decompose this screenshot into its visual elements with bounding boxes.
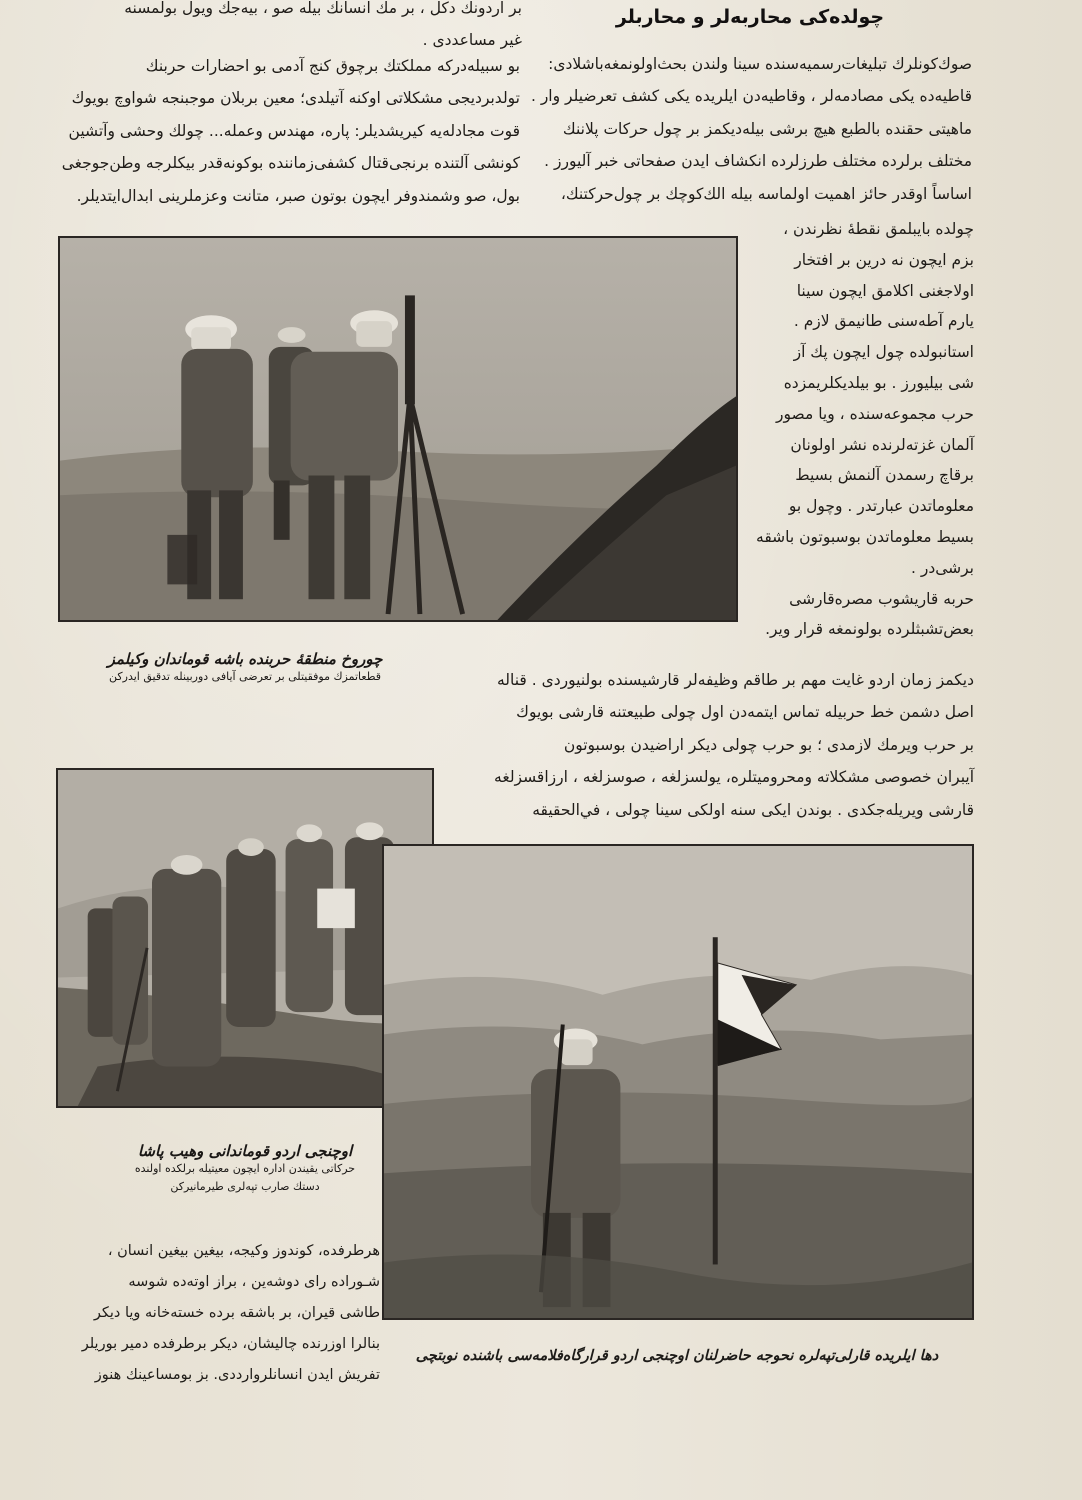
text-line: معلوماتدن عبارتدر . وچول بو xyxy=(788,497,974,516)
top-left-text xyxy=(62,0,522,57)
text-line: غير مساعددی . xyxy=(422,31,522,50)
text-line: برشی‌در . xyxy=(910,558,974,577)
text-line: بر حرب ويرمك لازمدی ؛ بو حرب چولی ديكر اراضيدن بوسبوتون xyxy=(563,735,974,754)
photo3-caption: دها ايلريده قارلی‌تپه‌لره نحوجه حاضرلنان اوچنجی اردو قرارگاه‌فلامه‌سی باشنده نوبتچی xyxy=(415,1348,939,1364)
text-line: ديكمز زمان اردو غايت مهم بر طاقم وظيفه‌لر قارشيسنده بولنيوردی . قناله xyxy=(497,671,974,689)
photo1-caption-title: چوروخ منطقهٔ حربنده باشه قوماندان وكيلمز xyxy=(107,650,383,668)
text-line: بو سبيله‌دركه مملكتك برچوق كنج آدمی بو احضارات حربنك xyxy=(145,57,520,75)
text-line: يارم آطه‌سنی طانيمق لازم . xyxy=(793,312,974,331)
text-line: قاطيه‌ده يكی مصادمه‌لر ، وقاطيه‌دن ايلريده يكی كشف تعرضيلر وار . xyxy=(530,87,972,106)
photo2-caption-title: اوچنجی اردو قوماندانی وهيب پاشا xyxy=(137,1142,353,1160)
text-line: حربه قاريشوب مصره‌قارشی xyxy=(789,589,974,608)
photo1-caption-subtitle: قطعاتمزك موفقيتلی بر تعرضی آيافی دوربينله تدقيق ايدركن xyxy=(109,670,381,683)
text-line: آلمان غزته‌لرنده نشر اولونان xyxy=(790,435,974,454)
text-line: بول، صو وشمندوفر ايچون بوتون صبر، متانت وعزملرينی ابدال‌ايتديلر. xyxy=(76,186,520,205)
text-line: بنالرا اوزرنده چاليشان، ديكر برطرفده دمير بوريلر xyxy=(81,1336,380,1352)
text-line: قوت مجادله‌يه كيريشديلر: پاره، مهندس وعمله... چولك وحشی وآتشين xyxy=(68,121,520,140)
text-line: تولدبرديجی مشكلاتی اوكنه آتيلدی؛ معين بربلان موجبنجه شواوچ بويوك xyxy=(71,89,520,108)
photo2-caption-subtitle-2: دستك صارب تپه‌لری طيرمانيركن xyxy=(170,1180,320,1193)
photo2-caption xyxy=(56,1142,434,1196)
left-column-paragraph xyxy=(60,50,520,212)
text-line: ماهيتی حقنده بالطبع هيچ برشی بيله‌ديكمز بر چول حركات پلاننك xyxy=(562,119,972,138)
text-line: بعض‌تشبثلرده بولونمغه قرار وير. xyxy=(765,620,974,639)
text-line: چولده بايبلمق نقطهٔ نظرندن ، xyxy=(783,220,974,238)
photo-officers-observing xyxy=(58,236,738,622)
photo2-caption-subtitle-1: حركاتی يقيندن اداره ايچون معيتيله برلكده اولنده xyxy=(134,1162,356,1175)
photo-commander-with-staff xyxy=(56,768,434,1108)
text-line: بسيط معلوماتدن بوسبوتون باشقه xyxy=(756,527,974,546)
text-line: آيبران خصوصی مشكلاته ومحروميتلره، يولسزلغه ، صوسزلغه ، ارزاقسزلغه xyxy=(494,768,974,787)
text-line: برقاچ رسمدن آلنمش بسيط xyxy=(795,466,974,485)
text-line: اصل دشمن خط حربيله تماس ايتمه‌دن اول چولی طبيعتنه قارشی بويوك xyxy=(516,703,974,722)
right-narrow-column xyxy=(748,214,974,645)
text-line: طاشی قيران، بر باشقه برده خسته‌خانه ويا ديكر xyxy=(93,1305,380,1321)
text-line: بر اردونك دكل ، بر مك انسانك بيله صو ، بيه‌جك ويول بولمسنه xyxy=(124,0,522,17)
text-line: شـوراده راى دوشه‌ين ، براز اوته‌ده شوسه xyxy=(128,1274,380,1290)
photo1-caption xyxy=(60,650,430,686)
left-column-paragraph-2 xyxy=(58,1236,380,1391)
text-line: بزم ايچون نه درين بر افتخار xyxy=(794,250,974,269)
text-line: صوك‌كونلرك تبليغات‌رسميه‌سنده سينا ولندن بحث‌اولونمغه‌باشلادی: xyxy=(548,55,972,73)
text-line: تفريش ايدن انسانلروارددی. بز بومساعينك هنوز xyxy=(94,1367,380,1383)
text-line: اساساً اوقدر حائز اهميت اولماسه بيله الك‌كوچك بر چول‌حركتنك، xyxy=(560,184,972,203)
text-line: شی بيليورز . بو بيلديكلريمزده xyxy=(783,373,974,392)
text-line: اولاجغنی اكلامق ايچون سينا xyxy=(796,281,974,300)
text-line: حرب مجموعه‌سنده ، ويا مصور xyxy=(776,404,974,423)
right-column-paragraph-2 xyxy=(438,664,974,826)
text-line: مختلف برلرده مختلف طرزلرده انكشاف ايدن صفحاتی خبر آليورز . xyxy=(544,152,972,171)
text-line: هرطرفده، كوندوز وكيجه، بيغين بيغين انسان ، xyxy=(107,1243,380,1259)
text-line: استانبولده چول ايچون پك آز xyxy=(793,343,974,362)
right-column-paragraph xyxy=(528,48,972,210)
article-title: چولده‌كی محاربه‌لر و محاربلر xyxy=(615,6,885,28)
text-line: كونشی آلتنده برنجی‌قتال كشفی‌زماننده بوكونه‌قدر بيكلرجه وطن‌جوجغی xyxy=(61,154,520,173)
text-line: قارشی ويريله‌جكدی . بوندن ايكی سنه اولكی سينا چولی ، في‌الحقيقه xyxy=(532,800,974,819)
photo-sentry-at-flag xyxy=(382,844,974,1320)
